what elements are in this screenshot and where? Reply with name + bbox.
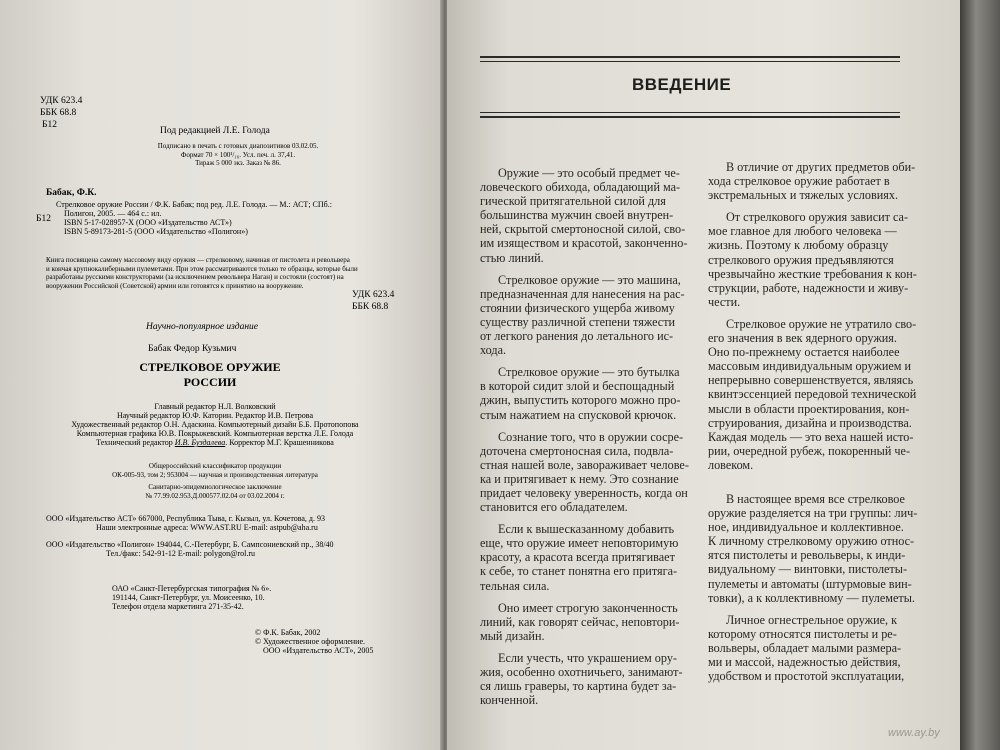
text-line: Каждая модель — это веха нашей исто- <box>708 429 914 444</box>
text-line: ся лишь граверы, то картина будет за- <box>480 679 677 694</box>
text-line: мысли в области проектирования, кон- <box>708 401 910 416</box>
abstract-line: и кончая крупнокалиберными пулеметами. При этом рассматриваются только те образцы, которые были <box>46 264 358 273</box>
text-column-right <box>708 160 944 691</box>
text-line: От стрелкового оружия зависит са- <box>726 210 909 225</box>
text-line: хода. <box>480 343 507 358</box>
paragraph <box>708 492 944 605</box>
text-line: большинства мужчин своей внутрен- <box>480 208 674 223</box>
heading-rule-bottom <box>480 116 900 118</box>
text-line: линий, как говорят сейчас, неповтори- <box>480 614 680 629</box>
text-line: его значения в век ядерного оружия. <box>708 331 897 346</box>
paragraph <box>480 430 700 515</box>
text-column-left <box>480 166 700 715</box>
abstract-line: разработаны русскими конструкторами (за исключением револьвера Наган) и состояли (состоят) на <box>46 273 344 281</box>
bbk-mid: ББК 68.8 <box>352 302 389 312</box>
text-line: становится его обладателем. <box>480 500 628 515</box>
udk-mid: УДК 623.4 <box>352 290 395 300</box>
text-line: Личное огнестрельное оружие, к <box>726 612 898 627</box>
text-line: пулеметы и автоматы (штурмовые вин- <box>708 576 912 591</box>
text-line: экстремальных и тяжелых условиях. <box>708 188 898 203</box>
text-line: стрелкового оружия предъявляются <box>708 252 894 267</box>
printer-line: ОАО «Санкт-Петербургская типография № 6». <box>112 584 272 593</box>
text-line: Сознание того, что в оружии сосре- <box>498 429 684 444</box>
text-line: ней, скрытой смертоносной силой, сво- <box>480 222 686 237</box>
print-info <box>118 142 358 168</box>
text-line: Оно по-прежнему остается наиболее <box>708 345 900 360</box>
text-line: жизнь. Поэтому к любому образцу <box>708 238 889 253</box>
text-line: ми и массой, надежностью действия, <box>708 655 901 669</box>
publisher-info <box>46 514 334 558</box>
text-line: Стрелковое оружие — это бутылка <box>498 365 680 380</box>
paragraph <box>708 317 944 472</box>
classifier-line: ОК-005-93, том 2; 953004 — научная и производственная литература <box>112 470 318 479</box>
text-line: чрезвычайно жесткие требования к кон- <box>708 266 917 281</box>
text-line: Если учесть, что украшением ору- <box>498 650 677 665</box>
text-line: Оружие — это особый предмет че- <box>498 166 680 180</box>
paragraph <box>708 210 944 309</box>
paragraph <box>480 166 700 265</box>
text-line: красоту, а красота всегда притягивает <box>480 550 675 565</box>
author-heading: Бабак, Ф.К. <box>46 188 97 198</box>
paragraph <box>480 365 700 421</box>
staff-credits <box>50 402 380 447</box>
text-line: видуальному — винтовки, пистолеты- <box>708 562 908 577</box>
biblio-line: Стрелковое оружие России / Ф.К. Бабак; под ред. Л.Е. Голода. — М.: АСТ; СПб.: <box>56 200 332 209</box>
printer-line: Телефон отдела маркетинга 271-35-42. <box>112 602 244 611</box>
biblio-line: Полигон, 2005. — 464 с.: ил. <box>64 209 162 218</box>
text-line: Стрелковое оружие — это машина, <box>498 272 681 287</box>
text-line: существу различной степени тяжести <box>480 314 676 329</box>
text-line: жия, особенно охотничьего, занимают- <box>480 665 683 679</box>
edition-type: Научно-популярное издание <box>146 322 259 332</box>
copyright-line: ООО «Издательство АСТ», 2005 <box>263 646 374 655</box>
text-line: к себе, то станет понятна его притяга- <box>480 564 678 579</box>
copyright-line: © Художественное оформление. <box>255 637 366 646</box>
text-line: Стрелковое оружие не утратило сво- <box>726 316 917 331</box>
text-line: В отличие от других предметов оби- <box>726 160 916 174</box>
publisher-line: Наши электронные адреса: WWW.AST.RU E-mail: astpub@aha.ru <box>96 523 318 532</box>
text-line: товки), а к коллективному — пулеметы. <box>708 590 915 605</box>
text-line: предназначенная для нанесения на рас- <box>480 286 685 301</box>
print-line: Подписано в печать с готовых диапозитивов 03.02.05. <box>157 142 319 150</box>
isbn-line: ISBN 5-89173-281-5 (ООО «Издательство «Полигон») <box>64 227 248 236</box>
text-line: стоянии физического ущерба живому <box>480 300 675 315</box>
text-line: хода стрелковое оружие работает в <box>708 174 890 189</box>
text-line: ловеком. <box>708 457 754 472</box>
text-line: от легкого ранения до летального ис- <box>480 329 674 344</box>
editor-line: Под редакцией Л.Е. Голода <box>160 126 270 136</box>
text-line: в которой сидит злой и беспощадный <box>480 379 675 394</box>
text-line: ловеческого обихода, обладающий ма- <box>480 180 681 195</box>
text-line: еще, что оружие имеет неповторимую <box>480 536 679 551</box>
copyright-line: © Ф.К. Бабак, 2002 <box>255 628 321 637</box>
text-line: К личному стрелковому оружию относ- <box>708 534 915 549</box>
bibliographic-record <box>56 200 332 236</box>
text-line: струирования, дизайна и производства. <box>708 415 912 430</box>
side-code: Б12 <box>36 214 51 224</box>
text-line: тельная сила. <box>480 578 550 593</box>
paragraph <box>708 613 944 683</box>
classifier <box>50 462 380 500</box>
text-line: чести. <box>708 294 741 309</box>
text-line: конченной. <box>480 693 539 708</box>
publisher-line: Тел./факс: 542-91-12 E-mail: polygon@rol.ru <box>106 549 256 558</box>
paragraph <box>480 273 700 358</box>
abstract-line: вооружении Российской (Советской) армии или готовятся к принятию на вооружение. <box>46 281 304 290</box>
page-edge <box>960 0 1000 750</box>
text-line: мое главное для любого человека — <box>708 224 897 239</box>
book-title: СТРЕЛКОВОЕ ОРУЖИЕ <box>139 360 281 374</box>
code-top: Б12 <box>42 120 57 130</box>
abstract <box>46 256 358 290</box>
tech-editor-name: И.В. Буздалева <box>174 438 226 447</box>
tech-editor-line: Технический редактор И.В. Буздалева. Корректор М.Г. Крашенникова <box>96 438 334 447</box>
printer-line: 191144, Санкт-Петербург, ул. Моисеенко, 10. <box>112 593 265 602</box>
text-line: непрерывно совершенствуется, являясь <box>708 373 914 388</box>
book-subtitle: РОССИИ <box>183 375 237 389</box>
paragraph <box>708 160 944 202</box>
paragraph <box>480 601 700 643</box>
text-line: стная нашей воле, завораживает челове- <box>480 457 689 472</box>
text-line: оружие разделяется на три группы: лич- <box>708 506 918 521</box>
staff-line: Главный редактор Н.Л. Волковский <box>154 402 276 411</box>
text-line: удобством и простотой эксплуатации, <box>708 669 905 684</box>
text-line: струкции, работе, надежности и живу- <box>708 280 909 295</box>
print-line: Формат 70 × 100¹/₁₆. Усл. печ. л. 37,41. <box>180 150 296 159</box>
heading-rule-top <box>480 56 900 58</box>
text-line: Оно имеет строгую законченность <box>498 600 678 615</box>
text-line: вольверы, обладает малыми размера- <box>708 640 902 655</box>
text-line: В настоящее время все стрелковое <box>726 491 905 506</box>
text-line: которому относятся пистолеты и ре- <box>708 626 897 641</box>
text-line: им изяществом и красотой, законченно- <box>480 236 688 251</box>
staff-line: Художественный редактор О.Н. Адаскина. Компьютерный дизайн Б.Б. Протопопова <box>71 420 359 429</box>
text-line: массовым индивидуальным оружием и <box>708 359 912 374</box>
abstract-line: Книга посвящена самому массовому виду оружия — стрелковому, начиная от пистолета и револьвера <box>46 256 350 264</box>
text-line: ное, индивидуальное и коллективное. <box>708 520 904 535</box>
classifier-line: Общероссийский классификатор продукции <box>148 462 282 470</box>
heading-rule-bottom-thin <box>480 112 900 113</box>
text-line: придает человеку уверенность, когда он <box>480 485 688 500</box>
print-line: Тираж 5 000 экз. Заказ № 86. <box>195 159 281 167</box>
isbn-line: ISBN 5-17-028957-X (ООО «Издательство АСТ») <box>64 218 232 227</box>
text-line: джин, выпустить которого можно про- <box>480 393 681 408</box>
staff-line: Научный редактор Ю.Ф. Каторин. Редактор И.В. Петрова <box>116 411 314 420</box>
classifier-line: № 77.99.02.953.Д.000577.02.04 от 03.02.2004 г. <box>145 491 285 500</box>
author-full: Бабак Федор Кузьмич <box>148 344 237 354</box>
udk-top: УДК 623.4 <box>40 96 83 106</box>
text-line: гической притягательной силой для <box>480 194 666 209</box>
bbk-top: ББК 68.8 <box>40 108 77 118</box>
paragraph <box>480 522 700 592</box>
paragraph <box>480 651 700 707</box>
text-line: стью линий. <box>480 250 544 265</box>
staff-line: Компьютерная графика Ю.В. Покрыжевский. Компьютерная верстка Л.Е. Голода <box>76 429 354 438</box>
heading-rule-top-thin <box>480 61 900 62</box>
printer-info <box>112 584 271 611</box>
publisher-line: ООО «Издательство АСТ» 667000, Республика Тыва, г. Кызыл, ул. Кочетова, д. 93 <box>46 514 326 523</box>
chapter-heading: ВВЕДЕНИЕ <box>632 75 732 94</box>
text-line: мый дизайн. <box>480 628 545 643</box>
text-line: ка и притягивает к нему. Это сознание <box>480 471 679 486</box>
publisher-line: ООО «Издательство «Полигон» 194044, С.-Петербург, Б. Сампсониевский пр., 38/40 <box>46 540 334 549</box>
text-line: Если к вышесказанному добавить <box>498 522 675 537</box>
copyright <box>255 628 373 655</box>
text-line: квинтэссенцией передовой технической <box>708 387 917 402</box>
watermark: www.ay.by <box>888 727 940 739</box>
text-line: рии, очередной рубеж, покоренный че- <box>708 443 911 458</box>
text-line: доточена смертоносная сила, подвла- <box>480 443 674 458</box>
text-line: стым нажатием на спусковой крючок. <box>480 407 677 422</box>
classifier-line: Санитарно-эпидемиологическое заключение <box>148 483 282 491</box>
text-line: ятся пистолеты и револьверы, к инди- <box>708 548 906 563</box>
